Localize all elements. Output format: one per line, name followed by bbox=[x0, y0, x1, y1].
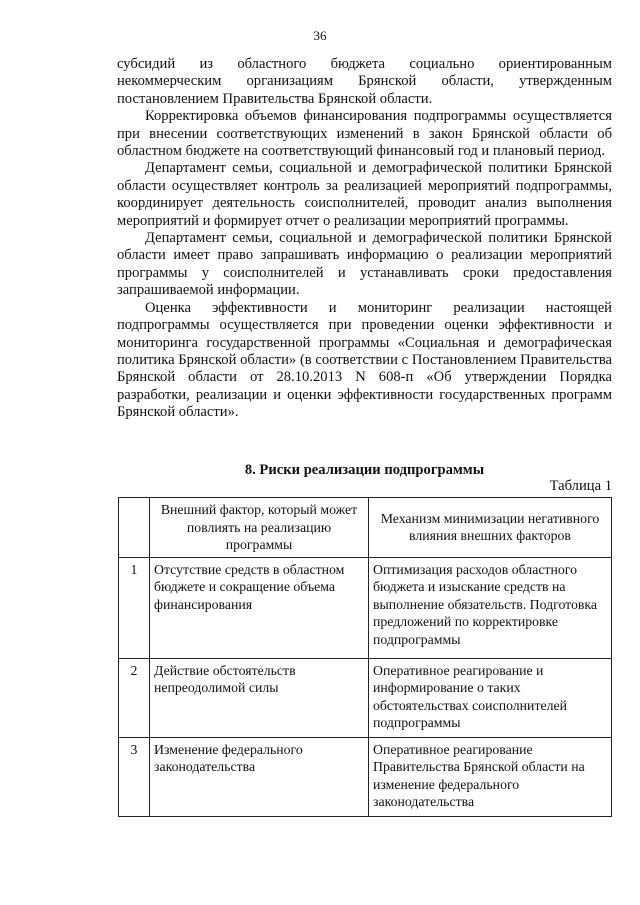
row-mechanism: Оперативное реагирование Правительства Брянской области на изменение федерального законодательства bbox=[369, 737, 612, 816]
table-row bbox=[119, 658, 612, 737]
header-mechanism: Механизм минимизации негативного влияния внешних факторов bbox=[369, 498, 612, 558]
paragraph: Департамент семьи, социальной и демографической политики Брянской области имеет право запрашивать информацию о реализации мероприятий программы у соисполнителей и устанавливать сроки предоставления запрашиваемой информации. bbox=[117, 230, 612, 299]
paragraph: Департамент семьи, социальной и демографической политики Брянской области осуществляет контроль за реализацией мероприятий подпрограммы, координирует деятельность соисполнителей, проводит анализ выполнения мероприятий и формирует отчет о реализации мероприятий программы. bbox=[117, 160, 612, 229]
row-mechanism: Оптимизация расходов областного бюджета и изыскание средств на выполнение обязательств. Подготовка предложений по корректировке подпрограммы bbox=[369, 557, 612, 658]
table-row bbox=[119, 737, 612, 816]
paragraph: субсидий из областного бюджета социально ориентированным некоммерческим организациям Брянской области, утвержденным постановлением Правительства Брянской области. bbox=[117, 56, 612, 107]
row-number: 3 bbox=[119, 737, 150, 816]
row-mechanism: Оперативное реагирование и информирование о таких обстоятельствах соисполнителей подпрограммы bbox=[369, 658, 612, 737]
row-number: 1 bbox=[119, 557, 150, 658]
row-factor: Изменение федерального законодательства bbox=[150, 737, 369, 816]
row-factor: Отсутствие средств в областном бюджете и сокращение объема финансирования bbox=[150, 557, 369, 658]
header-factor: Внешний фактор, который может повлиять на реализацию программы bbox=[150, 498, 369, 558]
body-text bbox=[117, 56, 612, 422]
section-title: 8. Риски реализации подпрограммы bbox=[244, 462, 485, 478]
row-number: 2 bbox=[119, 658, 150, 737]
header-number bbox=[119, 498, 150, 558]
table-label: Таблица 1 bbox=[549, 478, 612, 494]
row-factor: Действие обстоятельств непреодолимой силы bbox=[150, 658, 369, 737]
table-header-row bbox=[119, 498, 612, 558]
risks-table bbox=[118, 497, 612, 817]
paragraph: Оценка эффективности и мониторинг реализации настоящей подпрограммы осуществляется при проведении оценки эффективности и мониторинга государственной программы «Социальная и демографическая политика Брянской области» (в соответствии с Постановлением Правительства Брянской области от 28.10.2013 N 608-п «Об утверждении Порядка разработки, реализации и оценки эффективности государственных программ Брянской области». bbox=[117, 299, 612, 421]
page-number: 36 bbox=[313, 28, 327, 43]
table-row bbox=[119, 557, 612, 658]
paragraph: Корректировка объемов финансирования подпрограммы осуществляется при внесении соответствующих изменений в закон Брянской области об областном бюджете на соответствующий финансовый год и плановый период. bbox=[117, 108, 612, 160]
